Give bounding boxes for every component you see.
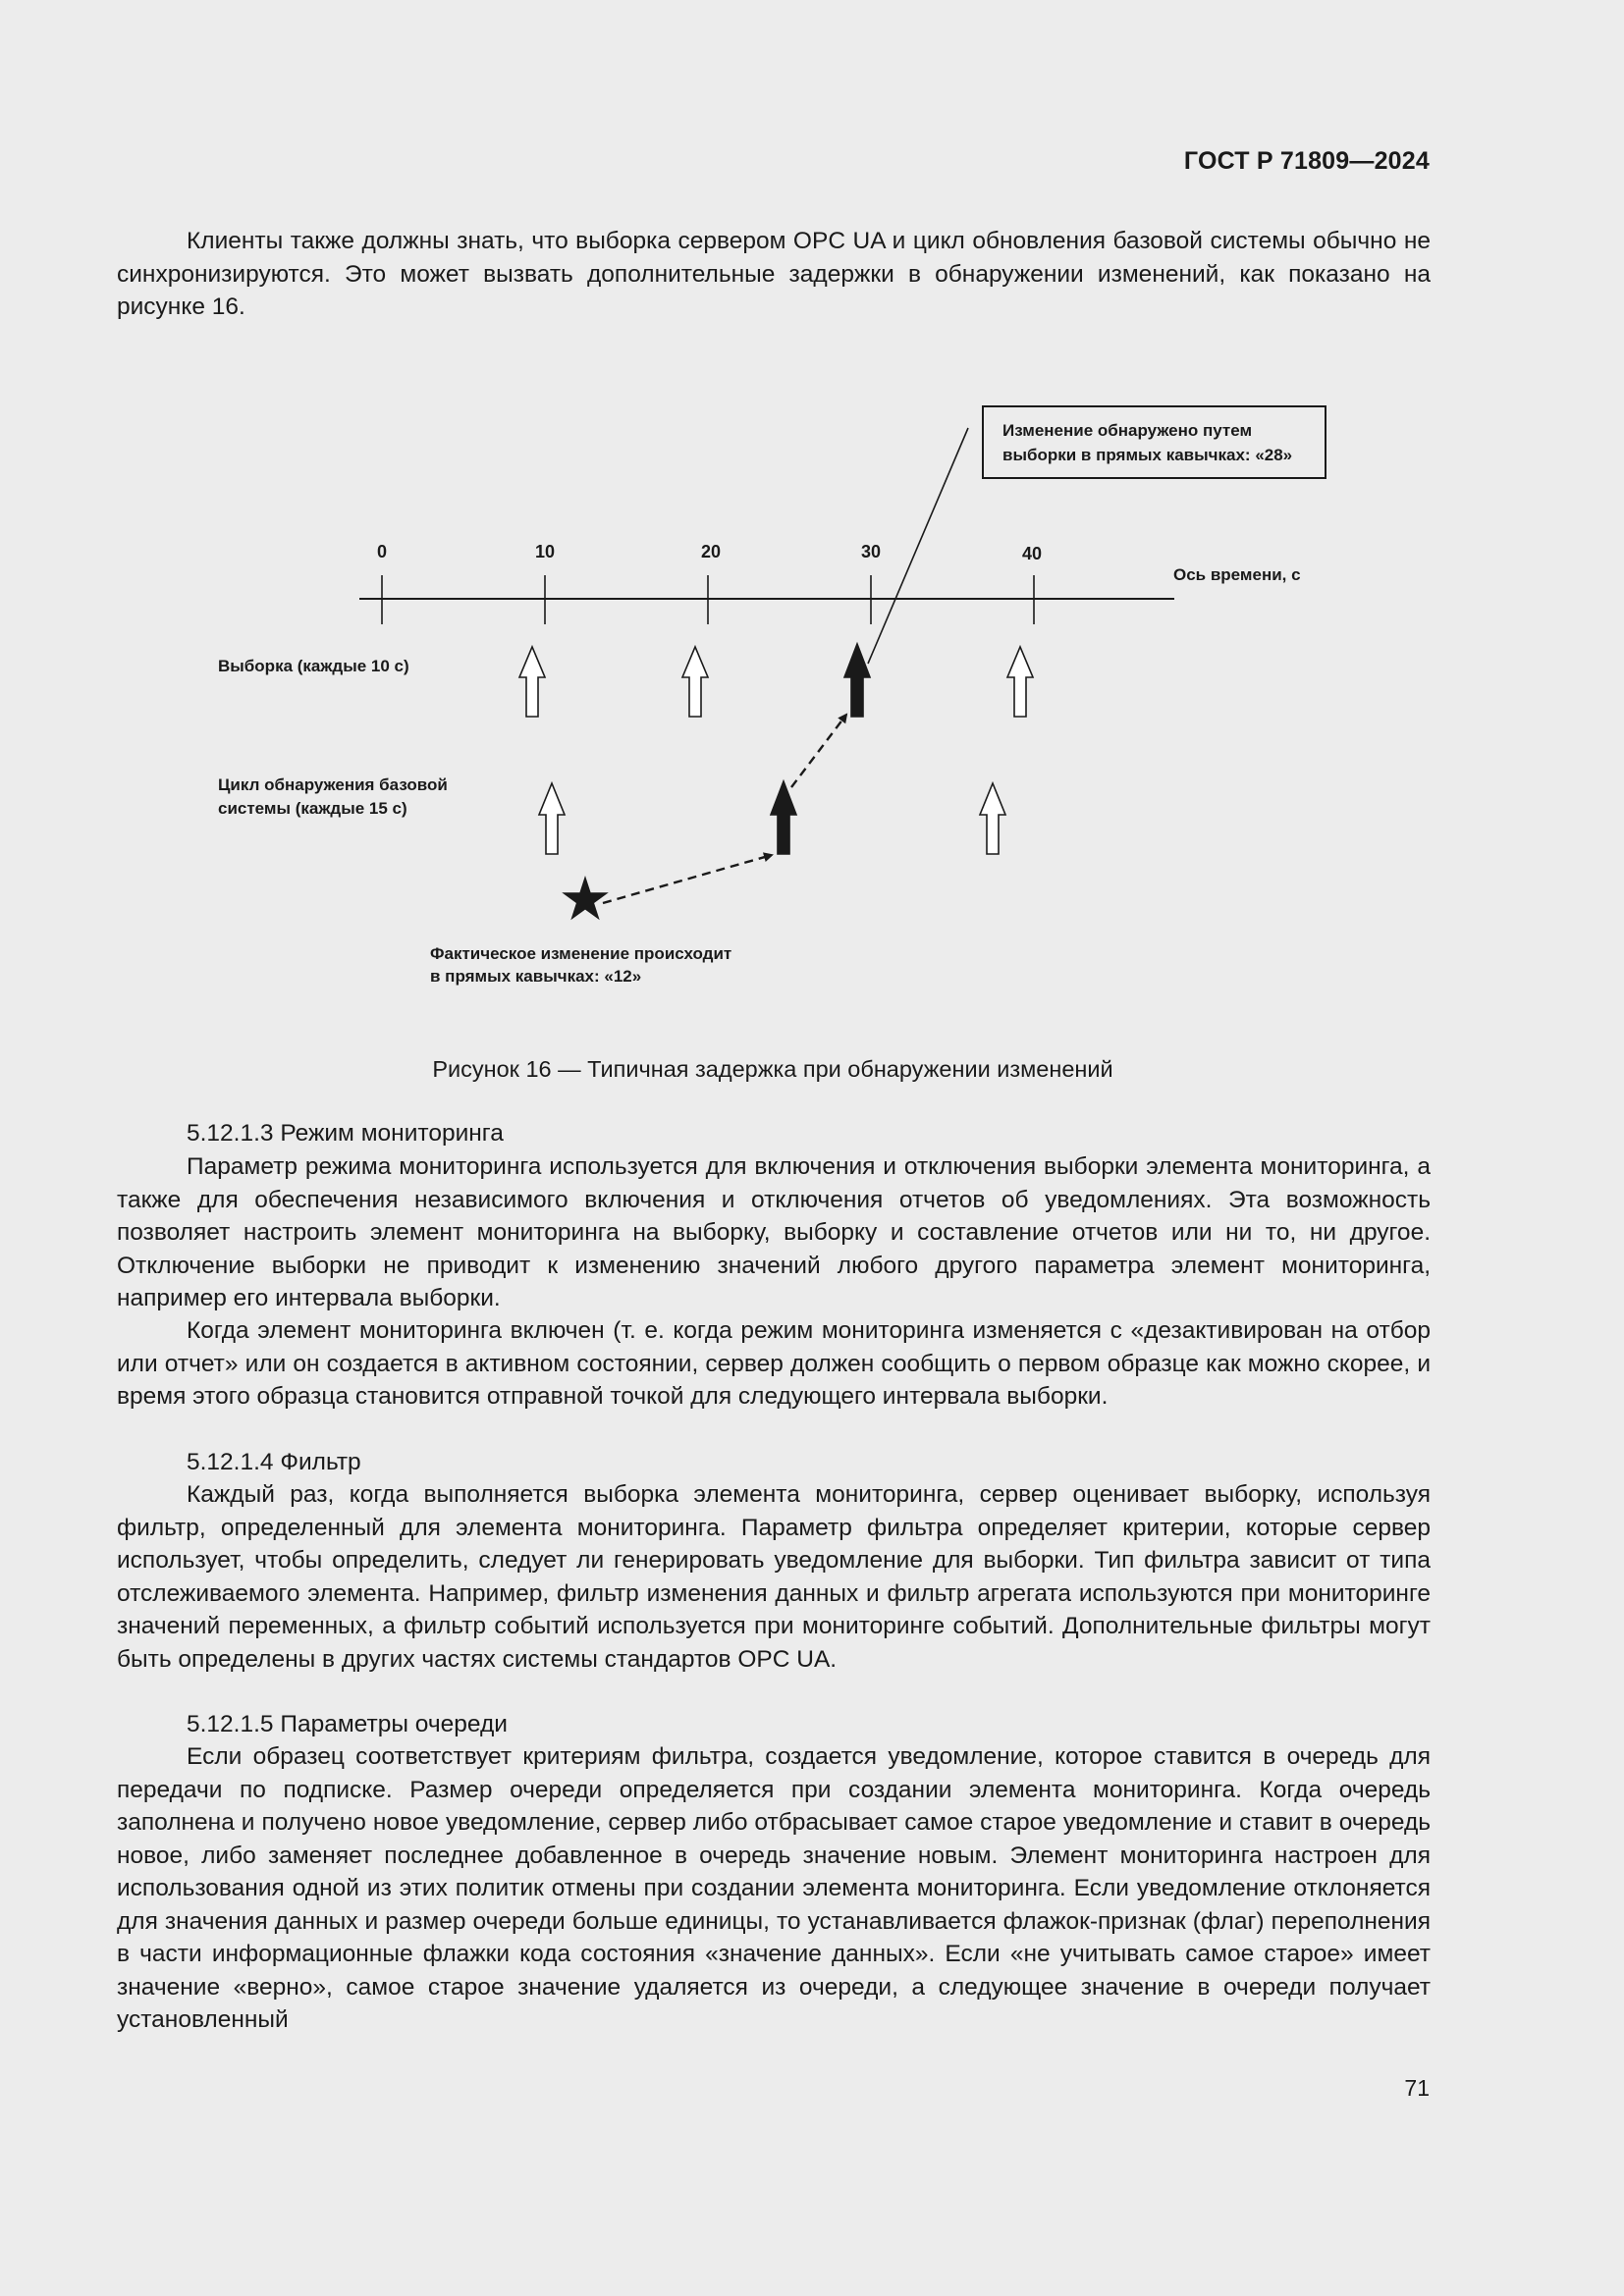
sampling-arrow-30-detect [844,644,870,717]
figure-caption: Рисунок 16 — Типичная задержка при обнаружении изменений [432,1056,1113,1082]
paragraph-filter: Каждый раз, когда выполняется выборка элемента мониторинга, сервер оценивает выборку, используя фильтр, определенный для элемента мониторинга. Параметр фильтра определяет критерии, которые сервер использует, чтобы определить, следует ли генерировать уведомление для выборки. Тип фильтра зависит от типа отслеживаемого элемента. Например, фильтр изменения данных и фильтр агрегата используются при мониторинге значений переменных, а фильтр событий используется при мониторинге событий. Дополнительные фильтры могут быть определены в других частях системы стандартов OPC UA. [117,1481,1431,1673]
section-heading-queue: 5.12.1.5 Параметры очереди [187,1711,508,1737]
paragraph-queue: Если образец соответствует критериям фильтра, создается уведомление, которое ставится в очередь для передачи по подписке. Размер очереди определяется при создании элемента мониторинга. Когда очередь заполнена и получено новое уведомление, сервер либо отбрасывает самое старое уведомление и ставит в очередь новое, либо заменяет последнее добавленное в очередь значение новым. Элемент мониторинга настроен для использования одной из этих политик отмены при создании элемента мониторинга. Если уведомление отклоняется для значения данных и размер очереди больше единицы, то устанавливается флажок-признак (флаг) переполнения в части информационные флажки кода состояния «значение данных». Если «не учитывать самое старое» имеет значение «верно», самое старое значение удаляется из очереди, а следующее значение в очереди получает установленный [117,1743,1431,2033]
actual-change-star [562,876,609,920]
callout-top-line-1: Изменение обнаружено путем [1002,421,1253,440]
paragraph-monitoring-mode-1: Параметр режима мониторинга используется для включения и отключения выборки элемента мониторинга, а также для обеспечения независимого включения и отключения отчетов об уведомлениях. Эта возможность позволяет настроить элемент мониторинга на выборку, выборку и составление отчетов или ни то, ни другое. Отключение выборки не приводит к изменению значений любого другого параметра элемент мониторинга, например его интервала выборки. [117,1153,1431,1311]
dashed-path-star-to-cycle [603,855,772,903]
axis-tick-label-30: 30 [860,542,882,561]
sampling-arrow-40 [1007,647,1033,717]
callout-bottom-line-1: Фактическое изменение происходит [430,944,732,963]
page-number: 71 [1404,2075,1430,2101]
axis-tick-label-20: 20 [700,542,722,561]
dashed-path-cycle-to-sampling [791,715,846,787]
cycle-arrow-25-detect [771,781,796,854]
callout-top-line-2: выборки в прямых кавычках: «28» [1002,446,1293,464]
callout-bottom-line-2: в прямых кавычках: «12» [430,967,642,986]
axis-tick-label-0: 0 [376,542,388,561]
document-header: ГОСТ Р 71809—2024 [1183,147,1430,175]
axis-label: Ось времени, с [1173,565,1301,584]
section-heading-monitoring-mode: 5.12.1.3 Режим мониторинга [187,1120,504,1147]
callout-box-top [983,406,1326,478]
callout-top-leader [868,428,968,664]
paragraph-monitoring-mode-2: Когда элемент мониторинга включен (т. е. когда режим мониторинга изменяется с «дезактивирован на отбор или отчет» или он создается в активном состоянии, сервер должен сообщить о первом образце как можно скорее, и время этого образца становится отправной точкой для следующего интервала выборки. [117,1317,1431,1410]
section-heading-filter: 5.12.1.4 Фильтр [187,1449,361,1475]
intro-paragraph: Клиенты также должны знать, что выборка сервером OPC UA и цикл обновления базовой системы обычно не синхронизируются. Это может вызвать дополнительные задержки в обнаружении изменений, как показано на рисунке 16. [117,228,1431,320]
cycle-arrow-45 [980,783,1005,854]
axis-tick-label-10: 10 [534,542,556,561]
axis-tick-label-40: 40 [1021,544,1043,563]
figure-16-diagram [0,0,1624,1099]
row-sampling-label: Выборка (каждые 10 с) [218,657,409,675]
row-cycle-label-1: Цикл обнаружения базовой [218,775,448,794]
cycle-arrow-15 [539,783,565,854]
row-cycle-label-2: системы (каждые 15 с) [218,799,407,818]
sampling-arrow-20 [682,647,708,717]
sampling-arrow-10 [519,647,545,717]
